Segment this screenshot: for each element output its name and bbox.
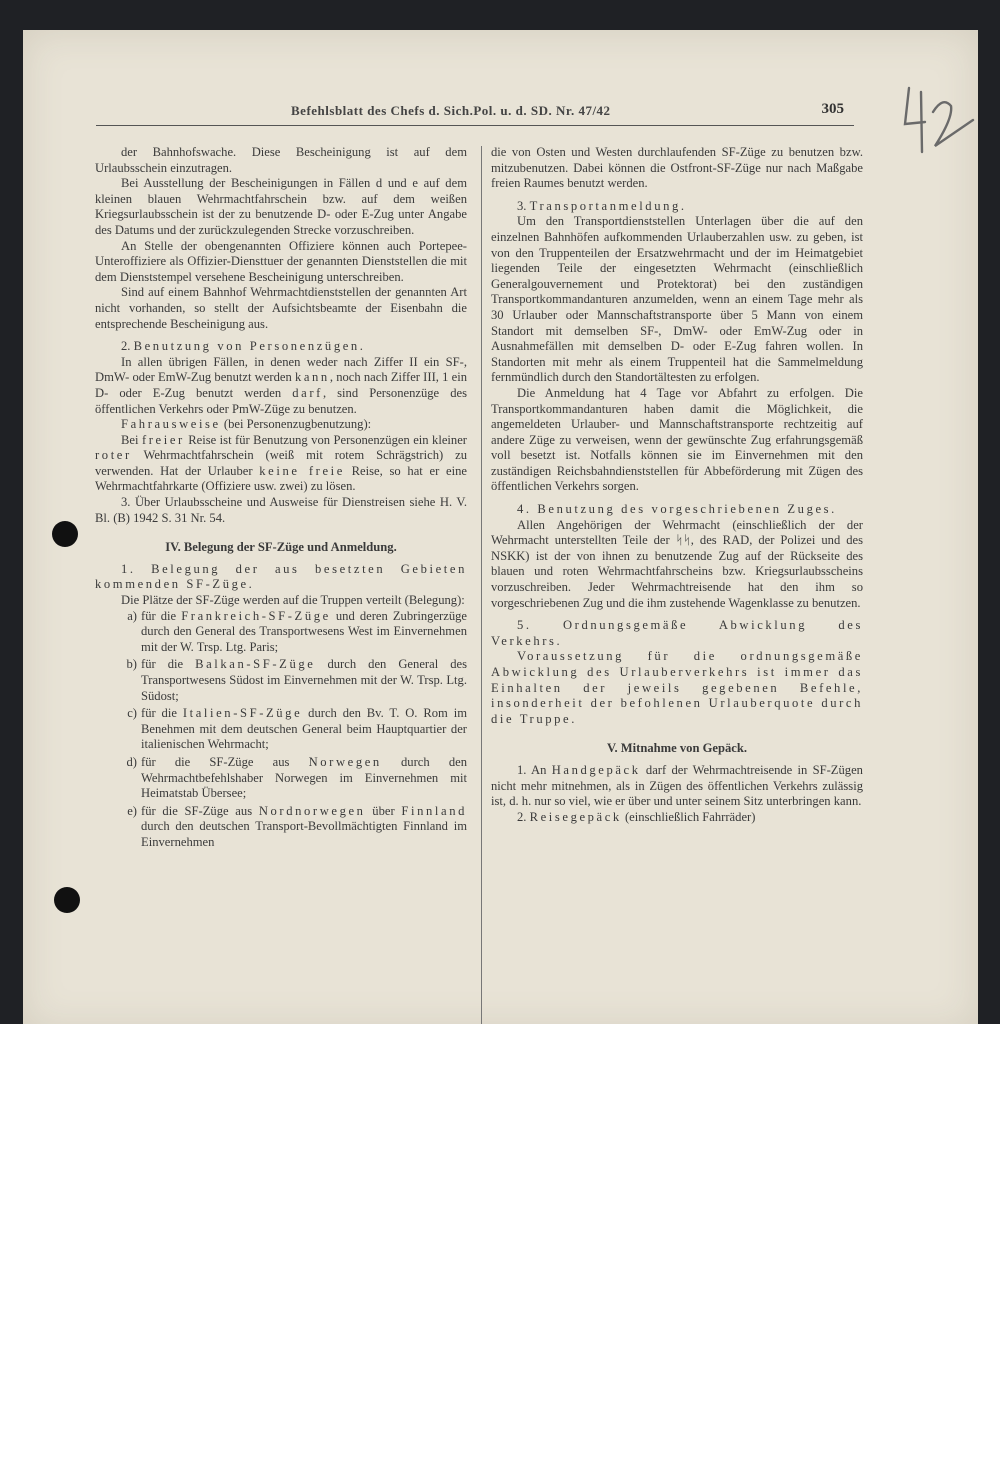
list-item: d) für die SF-Züge aus Norwegen durch den Wehrmachtbefehlshaber Norwegen im Einvernehmen mit Heimatstab Übersee;: [126, 754, 467, 801]
section-3-title: 3. Transportanmeldung.: [517, 198, 687, 213]
punch-hole: [52, 521, 78, 547]
paragraph: Bei freier Reise ist für Benutzung von Personenzügen ein kleiner roter Wehrmachtfahrschein (weiß mit rotem Schrägstrich) zu verwenden. Hat der Urlauber keine freie Reise, so hat er eine Wehrmachtfahrkarte (Offiziere usw. zwei) zu lösen.: [95, 432, 467, 494]
list-item: a) für die Frankreich-SF-Züge und deren Zubringerzüge durch den General des Transportwesens West im Einvernehmen mit der W. Trsp. Ltg. Paris;: [127, 608, 467, 654]
paragraph: Voraussetzung für die ordnungsgemäße Abwicklung des Urlauberverkehrs ist immer das Einhalten der jeweils gegebenen Befehle, insonderheit der befohlenen Urlauberquote durch die Truppe.: [491, 649, 863, 726]
paragraph: Bei Ausstellung der Bescheinigungen in Fällen d und e auf dem kleinen blauen Wehrmachtfahrschein bzw. auf dem weißen Kriegsurlaubsschein ist der zu benutzende D- oder E-Zug unter Angabe des Datums und der zurückzulegenden Strecke vorzuschreiben.: [95, 176, 467, 237]
punch-hole: [54, 887, 80, 913]
column-divider: [481, 146, 482, 1024]
section-2-title: 2. Benutzung von Personenzügen.: [121, 339, 366, 354]
section-v-heading: V. Mitnahme von Gepäck.: [606, 741, 748, 756]
header-title: Befehlsblatt des Chefs d. Sich.Pol. u. d. SD. Nr. 47/42: [291, 103, 611, 118]
section-iv-1-title: 1. Belegung der aus besetzten Gebieten kommenden SF-Züge.: [95, 561, 467, 592]
paragraph: Die Plätze der SF-Züge werden auf die Truppen verteilt (Belegung):: [121, 593, 465, 608]
paragraph: Allen Angehörigen der Wehrmacht (einschließlich der der Wehrmacht unterstellten Teile der ᛋᛋ, des RAD, der Polizei und des NSKK) ist der von ihnen zu benutzende Zug auf der Rückseite des blauen und roten Wehrmachtfahrscheins bzw. Kriegsurlaubsscheins vorzuschreiben. Jeder Wehrmachtreisende hat den ihm so vorgeschriebenen Zug und die ihm zustehende Wagenklasse zu benutzen.: [491, 517, 863, 610]
paragraph: 2. Reisegepäck (einschließlich Fahrräder): [517, 809, 756, 824]
handwritten-page-mark: [895, 82, 980, 167]
paragraph: Die Anmeldung hat 4 Tage vor Abfahrt zu erfolgen. Die Transportkommandanturen haben damit die Möglichkeit, die angemeldeten Urlauber- und Mannschaftstransporte rechtzeitig auf andere Züge zu verweisen, wenn der gewünschte Zug erfahrungsgemäß voll besetzt ist. Notfalls können sie im Einvernehmen mit den zuständigen Reichsbahndienststellen für Abbeförderung mit Zügen des öffentlichen Verkehrs sorgen.: [491, 385, 863, 494]
left-column: [95, 145, 467, 853]
paragraph: der Bahnhofswache. Diese Bescheinigung ist auf dem Urlaubsschein einzutragen.: [95, 145, 467, 175]
page-header: [96, 103, 856, 123]
header-rule: [96, 125, 854, 126]
paragraph: In allen übrigen Fällen, in denen weder nach Ziffer II ein SF-, DmW- oder EmW-Zug benutzt werden kann, noch nach Ziffer III, 1 ein D- oder E-Zug benutzt werden darf, sind Personenzüge des öffentlichen Verkehrs oder PmW-Züge zu benutzen.: [95, 354, 467, 416]
list-item: b) für die Balkan-SF-Züge durch den General des Transportwesens Südost im Einvernehmen mit der W. Trsp. Ltg. Südost;: [126, 657, 467, 703]
section-5-title: 5. Ordnungsgemäße Abwicklung des Verkehrs.: [491, 618, 863, 648]
list-item: e) für die SF-Züge aus Nordnorwegen über Finnland durch den deutschen Transport-Bevollmächtigten Finnland im Einvernehmen: [127, 803, 467, 849]
paragraph: 1. An Handgepäck darf der Wehrmachtreisende in SF-Zügen nicht mehr mitnehmen, als in Zügen des öffentlichen Verkehrs zulässig ist, d. h. nur so viel, wie er über und unter seinem Sitz unterbringen kann.: [491, 762, 863, 809]
section-iv-heading: IV. Belegung der SF-Züge und Anmeldung.: [165, 540, 397, 555]
section-4-title: 4. Benutzung des vorgeschriebenen Zuges.: [517, 502, 837, 517]
paragraph: 3. Über Urlaubsscheine und Ausweise für Dienstreisen siehe H. V. Bl. (B) 1942 S. 31 Nr. 54.: [95, 495, 467, 525]
paragraph: Um den Transportdienststellen Unterlagen über die auf den einzelnen Bahnhöfen aufkommenden Urlauberzahlen usw. zu geben, ist von den Truppenteilen der Ersatzwehrmacht und der im Heimatgebiet liegenden Teile der eingesetzten Wehrmacht (einschließlich Generalgouvernement und Protektorat) bei den zuständigen Transportkommandanturen anzumelden, wenn an einem Tage mehr als 30 Urlauber oder Mannschaftstransporte über 5 Mann von einem Standort mit demselben SF-, DmW- oder EmW-Zug oder in Ausnahmefällen mit demselben D- oder E-Zug fahren wollen. In Standorten mit mehr als einem Truppenteil hat die Sammelmeldung fernmündlich durch den Standortältesten zu erfolgen.: [491, 214, 863, 385]
paragraph: Sind auf einem Bahnhof Wehrmachtdienststellen der genannten Art nicht vorhanden, so stellt der Aufsichtsbeamte der Eisenbahn die entsprechende Bescheinigung aus.: [95, 285, 467, 331]
page-number: 305: [821, 101, 844, 117]
paragraph: die von Osten und Westen durchlaufenden SF-Züge zu benutzen bzw. mitzubenutzen. Dabei können die Ostfront-SF-Züge nur nach Maßgabe freien Raumes benutzt werden.: [491, 145, 863, 191]
paragraph: An Stelle der obengenannten Offiziere können auch Portepee-Unteroffiziere als Offizier-Diensttuer der genannten Dienststellen die mit dem Dienststempel versehene Bescheinigung unterschreiben.: [95, 238, 467, 284]
right-column: [491, 145, 863, 825]
list-item: c) für die Italien-SF-Züge durch den Bv. T. O. Rom im Benehmen mit dem deutschen General beim Hauptquartier der italienischen Wehrmacht;: [127, 706, 467, 752]
paragraph: Fahrausweise (bei Personenzugbenutzung):: [121, 417, 372, 432]
